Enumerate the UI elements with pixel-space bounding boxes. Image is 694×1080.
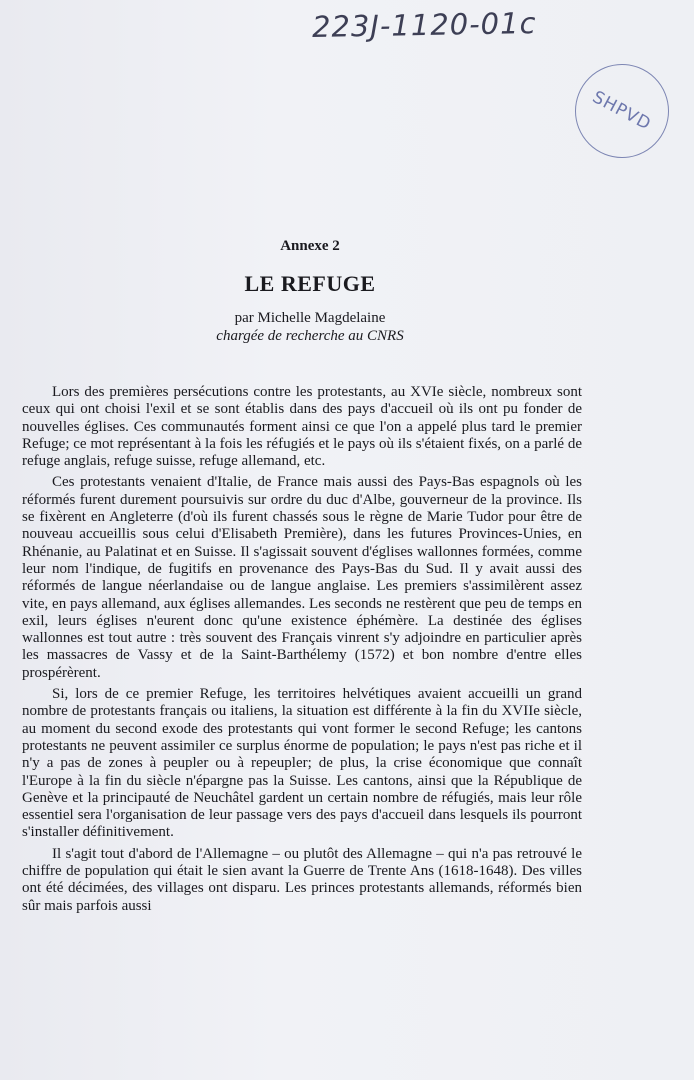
body-text (22, 384, 582, 919)
stamp-text: SHPVD (589, 87, 655, 135)
page-title: LE REFUGE (244, 271, 376, 296)
paragraph-4: Il s'agit tout d'abord de l'Allemagne – ou plutôt des Allemagne – qui n'a pas retrouvé le chiffre de population qui était le sien avant la Guerre de Trente Ans (1618-1648). Des villes ont été décimées, des villages ont disparu. Les princes protestants allemands, réformés bien sûr mais parfois aussi (22, 845, 582, 914)
author-role: chargée de recherche au CNRS (216, 328, 404, 344)
annexe-label: Annexe 2 (280, 238, 340, 254)
handwritten-shelfmark: 223J-1120-01c (311, 6, 537, 44)
paragraph-1: Lors des premières persécutions contre les protestants, au XVIe siècle, nombreux sont ceux qui ont choisi l'exil et se sont établis dans des pays d'accueil où ils ont pu fonder de nouvelles églises. Ces communautés forment ainsi ce que l'on a appelé plus tard le premier Refuge; ce mot représentant à la fois les réfugiés et le pays où ils s'étaient fixés, on a parlé de refuge anglais, refuge suisse, refuge allemand, etc. (22, 384, 582, 470)
paragraph-3: Si, lors de ce premier Refuge, les territoires helvétiques avaient accueilli un grand nombre de protestants français ou italiens, la situation est différente à la fin du XVIIe siècle, au moment du second exode des protestants qui vont former le second Refuge; les cantons protestants ne peuvent assimiler ce surplus énorme de population; le pays n'est pas riche et il n'y a pas de zones à peupler ou à repeupler; de plus, la crise économique que connaît l'Europe à la fin du siècle n'épargne pas la Suisse. Les cantons, ainsi que la République de Genève et la principauté de Neuchâtel gardent un certain nombre de réfugiés, mais leur rôle essentiel sera l'organisation de leur passage vers des pays d'accueil dans lesquels ils pourront s'installer définitivement. (22, 686, 582, 841)
library-stamp (575, 64, 669, 158)
paragraph-2: Ces protestants venaient d'Italie, de France mais aussi des Pays-Bas espagnols où les réformés furent durement poursuivis sur ordre du duc d'Albe, gouverneur de la province. Ils se fixèrent en Angleterre (d'où ils furent chassés sous le règne de Marie Tudor pour être de nouveau accueillis sous celui d'Elisabeth Première), dans les futures Provinces-Unies, en Rhénanie, au Palatinat et en Suisse. Il s'agissait souvent d'églises wallonnes formées, comme leur nom l'indique, de fugitifs en provenance des Pays-Bas du Sud. Il y avait aussi des réformés de langue néerlandaise ou de langue anglaise. Les premiers s'assimilèrent assez vite, en pays allemand, aux églises allemandes. Les seconds ne restèrent que peu de temps en exil, leurs églises n'eurent donc qu'une existence éphémère. La destinée des églises wallonnes est tout autre : très souvent des Français vinrent s'y adjoindre en particulier après les massacres de Vassy et de la Saint-Barthélemy (1572) et bon nombre d'entre elles prospérèrent. (22, 474, 582, 681)
author-line: par Michelle Magdelaine (234, 310, 386, 326)
